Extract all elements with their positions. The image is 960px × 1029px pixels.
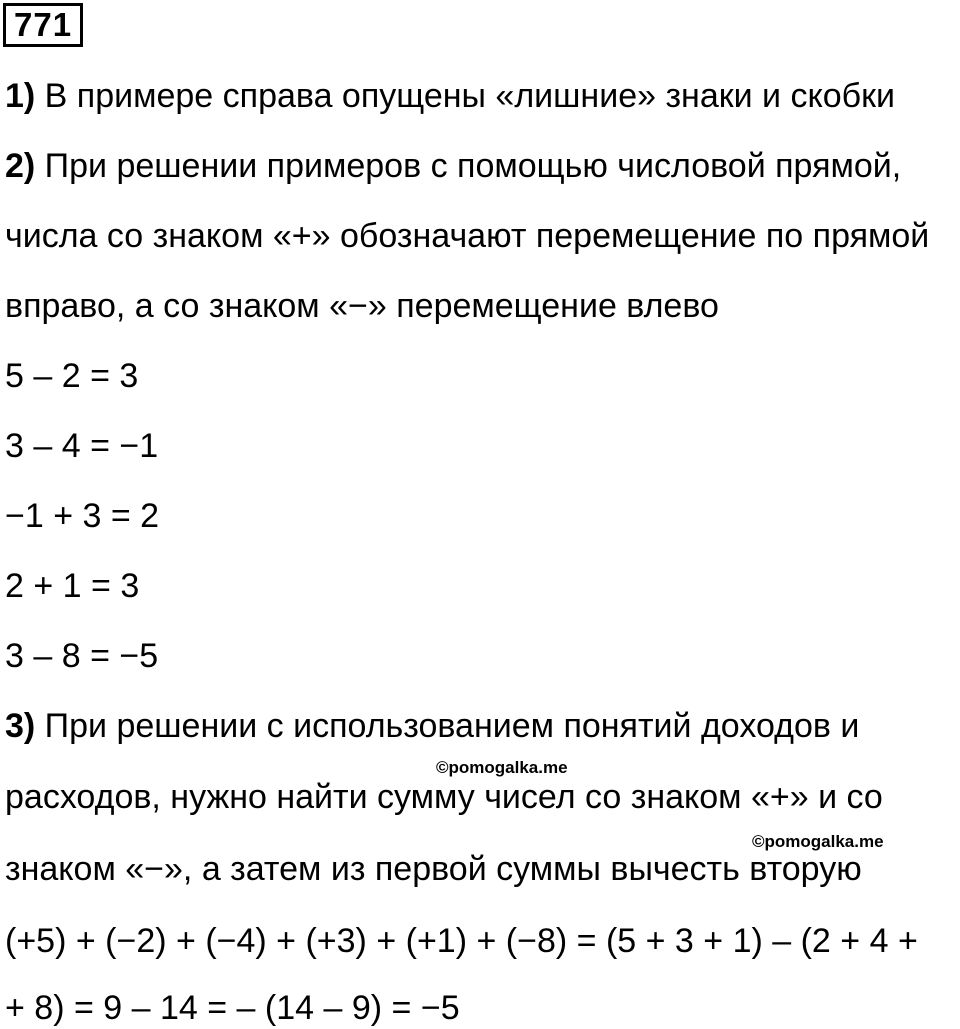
section-2-line-1 <box>5 146 901 186</box>
watermark-1: ©pomogalka.me <box>436 758 568 777</box>
section-3-line-4: (+5) + (−2) + (−4) + (+3) + (+1) + (−8) = (5 + 3 + 1) – (2 + 4 + <box>5 922 918 960</box>
section-3-line-5: + 8) = 9 – 14 = – (14 – 9) = −5 <box>5 989 460 1027</box>
section-3-marker: 3) <box>5 707 36 745</box>
section-2-text-1: При решении примеров с помощью числовой прямой, <box>35 147 902 185</box>
section-1-marker: 1) <box>5 77 36 115</box>
section-3-line-2: расходов, нужно найти сумму чисел со знаком «+» и со <box>5 778 883 816</box>
section-1-text: В примере справа опущены «лишние» знаки и скобки <box>35 77 895 115</box>
section-1-line <box>5 76 895 116</box>
equation-2: 3 – 4 = −1 <box>5 427 159 465</box>
section-2-line-3: вправо, а со знаком «−» перемещение влево <box>5 287 719 325</box>
section-3-line-1 <box>5 706 859 746</box>
section-3-text-1: При решении с использованием понятий доходов и <box>35 707 860 745</box>
section-2-marker: 2) <box>5 147 36 185</box>
section-3-line-3: знаком «−», а затем из первой суммы вычесть вторую <box>5 850 862 888</box>
watermark-2: ©pomogalka.me <box>752 832 884 851</box>
equation-1: 5 – 2 = 3 <box>5 357 139 395</box>
equation-4: 2 + 1 = 3 <box>5 567 140 605</box>
equation-5: 3 – 8 = −5 <box>5 637 159 675</box>
section-2-line-2: числа со знаком «+» обозначают перемещение по прямой <box>5 217 930 255</box>
equation-3: −1 + 3 = 2 <box>5 497 160 535</box>
task-number-box: 771 <box>3 3 83 47</box>
